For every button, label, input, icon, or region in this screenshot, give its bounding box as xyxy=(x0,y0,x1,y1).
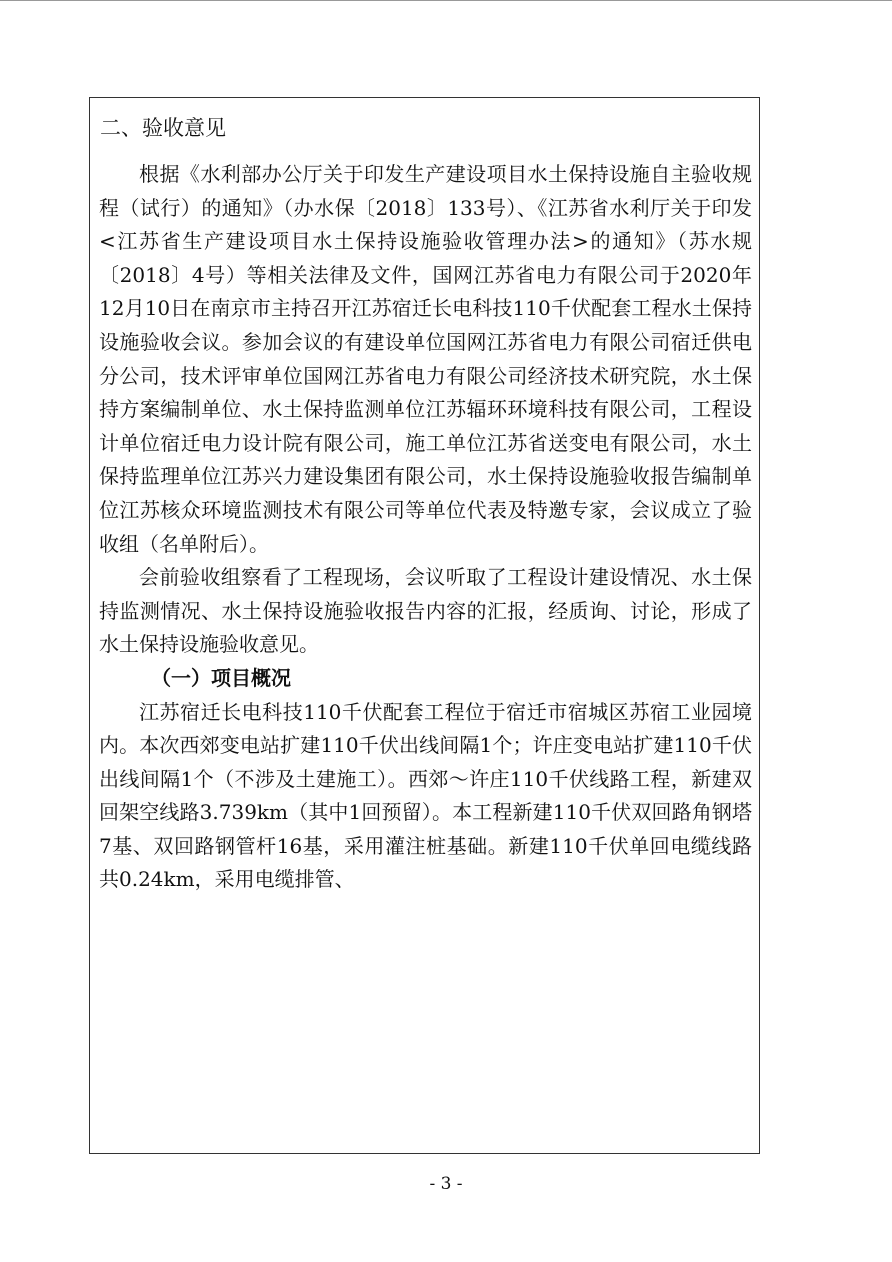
meeting-paragraph: 会前验收组察看了工程现场，会议听取了工程设计建设情况、水土保持监测情况、水土保持设施验收报告内容的汇报，经质询、讨论，形成了水土保持设施验收意见。 xyxy=(99,565,752,657)
basis-paragraph: 根据《水利部办公厅关于印发生产建设项目水土保持设施自主验收规程（试行）的通知》（办水保〔2018〕133号）、《江苏省水利厅关于印发<江苏省生产建设项目水土保持设施验收管理办法>的通知》（苏水规〔2018〕4号）等相关法律及文件，国网江苏省电力有限公司于2020年12月10日在南京市主持召开江苏宿迁长电科技110千伏配套工程水土保持设施验收会议。参加会议的有建设单位国网江苏省电力有限公司宿迁供电分公司，技术评审单位国网江苏省电力有限公司经济技术研究院，水土保持方案编制单位、水土保持监测单位江苏辐环环境科技有限公司，工程设计单位宿迁电力设计院有限公司，施工单位江苏省送变电有限公司，水土保持监理单位江苏兴力建设集团有限公司，水土保持设施验收报告编制单位江苏核众环境监测技术有限公司等单位代表及特邀专家，会议成立了验收组（名单附后）。 xyxy=(99,162,752,556)
section-title: 二、验收意见 xyxy=(100,116,226,140)
overview-paragraph: 江苏宿迁长电科技110千伏配套工程位于宿迁市宿城区苏宿工业园境内。本次西郊变电站扩建110千伏出线间隔1个；许庄变电站扩建110千伏出线间隔1个（不涉及土建施工）。西郊～许庄110千伏线路工程，新建双回架空线路3.739km（其中1回预留）。本工程新建110千伏双回路角钢塔7基、双回路钢管杆16基，采用灌注桩基础。新建110千伏单回电缆线路共0.24km，采用电缆排管、 xyxy=(99,699,752,892)
document-body xyxy=(99,158,752,897)
opinion-frame xyxy=(89,97,760,1154)
page-number: - 3 - xyxy=(429,1174,463,1194)
top-edge-rule xyxy=(0,0,892,1)
subsection-title: （一）项目概况 xyxy=(151,665,291,690)
